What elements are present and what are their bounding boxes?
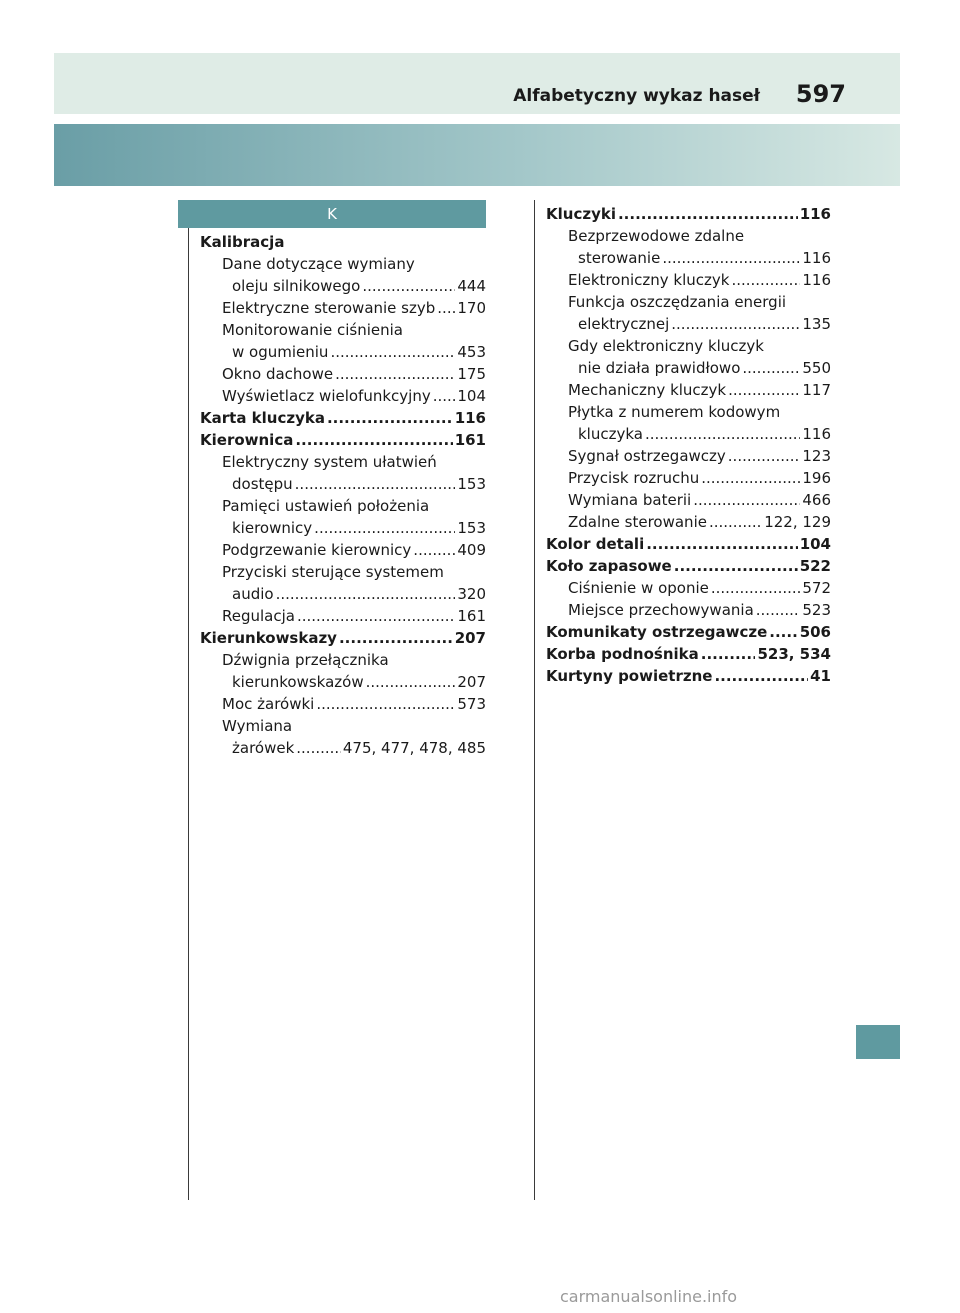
index-entry [546,489,831,511]
dot-leader [714,665,808,687]
entry-page-number: 116 [802,425,831,443]
entry-page-number: 135 [802,315,831,333]
entry-text: Komunikaty ostrzegawcze [546,623,768,641]
dot-leader [742,357,800,379]
index-entry [200,275,486,297]
index-entry [546,467,831,489]
index-entry [200,737,486,759]
index-entry [200,363,486,385]
index-entry [546,577,831,599]
dot-leader [316,693,455,715]
entry-text: elektrycznej [578,315,670,333]
entry-text: Sygnał ostrzegawczy [568,447,726,465]
dot-leader [330,341,455,363]
entry-text: Elektroniczny kluczyk [568,271,730,289]
index-entry [546,401,831,423]
entry-page-number: 104 [799,535,831,553]
entry-text: w ogumieniu [232,343,329,361]
entry-page-number: 116 [799,205,831,223]
dot-leader [674,555,798,577]
entry-page-number: 523, 534 [757,645,831,663]
entry-text: Ciśnienie w oponie [568,579,709,597]
index-entry [546,225,831,247]
entry-text: Korba podnośnika [546,645,699,663]
page-title: Alfabetyczny wykaz haseł [513,86,760,106]
index-entry [546,643,831,665]
entry-text: Kierownica [200,431,294,449]
entry-page-number: 550 [802,359,831,377]
entry-page-number: 161 [457,607,486,625]
index-entry [546,599,831,621]
index-column-right [546,203,831,687]
dot-leader [437,297,455,319]
entry-text: Miejsce przechowywania [568,601,754,619]
entry-text: Płytka z numerem kodowym [568,403,781,421]
entry-text: Zdalne sterowanie [568,513,707,531]
entry-text: Okno dachowe [222,365,334,383]
index-entry [200,231,486,253]
entry-page-number: 523 [802,601,831,619]
entry-text: Funkcja oszczędzania energii [568,293,787,311]
dot-leader [701,643,756,665]
index-entry [200,495,486,517]
entry-page-number: 117 [802,381,831,399]
entry-text: audio [232,585,274,603]
header-gradient-band [54,124,900,186]
entry-text: Podgrzewanie kierownicy [222,541,412,559]
dot-leader [769,621,797,643]
dot-leader [756,599,801,621]
entry-page-number: 116 [802,249,831,267]
dot-leader [711,577,801,599]
dot-leader [295,429,452,451]
index-entry [546,335,831,357]
index-entry [546,555,831,577]
entry-page-number: 116 [802,271,831,289]
entry-text: kierunkowskazów [232,673,364,691]
entry-text: Wymiana baterii [568,491,692,509]
entry-text: Wyświetlacz wielofunkcyjny [222,387,431,405]
index-entry [200,627,486,649]
index-entry [200,385,486,407]
entry-text: Karta kluczyka [200,409,325,427]
index-entry [200,561,486,583]
entry-text: Elektryczne sterowanie szyb [222,299,436,317]
entry-text: Mechaniczny kluczyk [568,381,727,399]
dot-leader [327,407,453,429]
section-letter-k: K [178,200,486,228]
index-entry [546,665,831,687]
dot-leader [314,517,455,539]
index-entry [200,605,486,627]
entry-page-number: 41 [810,667,831,685]
index-entry [546,379,831,401]
index-entry [546,621,831,643]
index-entry [546,357,831,379]
index-entry [200,407,486,429]
index-entry [200,583,486,605]
entry-text: Moc żarówki [222,695,315,713]
entry-page-number: 207 [457,673,486,691]
dot-leader [433,385,456,407]
watermark: carmanualsonline.info [560,1287,738,1306]
dot-leader [297,605,455,627]
index-entry [546,313,831,335]
entry-page-number: 207 [454,629,486,647]
dot-leader [295,473,456,495]
entry-page-number: 573 [457,695,486,713]
index-entry [546,511,831,533]
index-entry [546,445,831,467]
entry-text: Elektryczny system ułatwień [222,453,437,471]
column-divider-right [534,200,535,1200]
entry-text: Kurtyny powietrzne [546,667,713,685]
dot-leader [662,247,800,269]
index-column-left [200,231,486,759]
entry-page-number: 123 [802,447,831,465]
index-entry [200,319,486,341]
entry-text: Monitorowanie ciśnienia [222,321,403,339]
entry-page-number: 153 [457,519,486,537]
entry-text: Gdy elektroniczny kluczyk [568,337,764,355]
dot-leader [693,489,800,511]
column-divider-left [188,228,189,1200]
entry-page-number: 153 [457,475,486,493]
entry-page-number: 409 [457,541,486,559]
index-entry [546,423,831,445]
entry-text: Kolor detali [546,535,645,553]
index-entry [200,715,486,737]
index-entry [546,247,831,269]
index-entry [200,253,486,275]
dot-leader [701,467,800,489]
entry-page-number: 320 [457,585,486,603]
dot-leader [646,533,797,555]
entry-text: żarówek [232,739,295,757]
entry-text: Kalibracja [200,233,285,251]
entry-text: Bezprzewodowe zdalne [568,227,745,245]
dot-leader [728,445,801,467]
entry-page-number: 522 [799,557,831,575]
entry-page-number: 506 [799,623,831,641]
entry-page-number: 161 [454,431,486,449]
page-header [54,53,900,114]
index-entry [200,539,486,561]
dot-leader [618,203,798,225]
entry-page-number: 116 [454,409,486,427]
dot-leader [366,671,456,693]
entry-text: Regulacja [222,607,295,625]
index-entry [200,693,486,715]
index-entry [200,429,486,451]
entry-text: Przycisk rozruchu [568,469,700,487]
dot-leader [276,583,456,605]
entry-page-number: 122, 129 [764,513,831,531]
index-entry [546,203,831,225]
entry-text: dostępu [232,475,293,493]
dot-leader [728,379,800,401]
entry-text: sterowanie [578,249,661,267]
entry-page-number: 466 [802,491,831,509]
index-entry [546,291,831,313]
dot-leader [413,539,455,561]
entry-page-number: 475, 477, 478, 485 [342,739,486,757]
dot-leader [296,737,341,759]
chapter-tab [856,1025,900,1059]
entry-page-number: 444 [457,277,486,295]
entry-text: Koło zapasowe [546,557,672,575]
entry-text: Wymiana [222,717,293,735]
index-entry [200,473,486,495]
index-entry [546,533,831,555]
entry-text: kierownicy [232,519,313,537]
entry-text: Kierunkowskazy [200,629,337,647]
index-entry [200,297,486,319]
index-entry [200,341,486,363]
page-number: 597 [795,80,846,108]
entry-page-number: 572 [802,579,831,597]
entry-page-number: 453 [457,343,486,361]
entry-text: oleju silnikowego [232,277,361,295]
index-entry [546,269,831,291]
dot-leader [731,269,800,291]
index-entry [200,671,486,693]
entry-text: Kluczyki [546,205,616,223]
dot-leader [335,363,455,385]
entry-page-number: 104 [457,387,486,405]
dot-leader [709,511,762,533]
dot-leader [362,275,455,297]
dot-leader [671,313,800,335]
entry-text: Pamięci ustawień położenia [222,497,430,515]
entry-text: Przyciski sterujące systemem [222,563,444,581]
index-entry [200,451,486,473]
dot-leader [645,423,800,445]
entry-page-number: 196 [802,469,831,487]
entry-text: kluczyka [578,425,643,443]
entry-text: nie działa prawidłowo [578,359,741,377]
dot-leader [339,627,453,649]
entry-text: Dźwignia przełącznika [222,651,389,669]
entry-page-number: 175 [457,365,486,383]
entry-page-number: 170 [457,299,486,317]
index-entry [200,517,486,539]
index-entry [200,649,486,671]
entry-text: Dane dotyczące wymiany [222,255,415,273]
